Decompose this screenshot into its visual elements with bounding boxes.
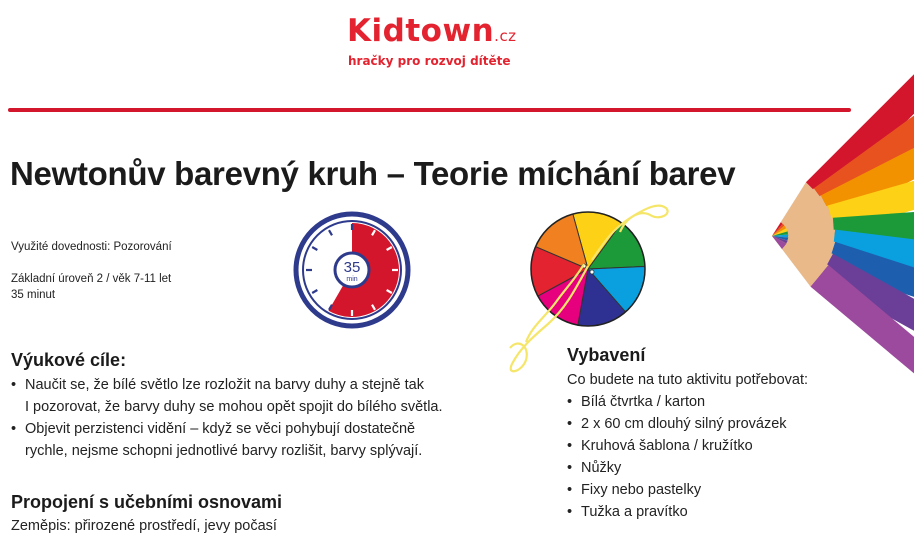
wheel-hole-icon xyxy=(590,270,594,274)
bullet-icon: • xyxy=(11,377,17,393)
bullet-icon: • xyxy=(567,394,573,410)
equipment-item xyxy=(567,457,787,479)
goal-text: Objevit perzistenci vidění – když se věci pohybují dostatečně xyxy=(25,421,416,437)
newton-color-wheel xyxy=(531,212,645,326)
duration-text: 35 minut xyxy=(11,289,56,301)
equipment-item-text: Tužka a pravítko xyxy=(581,504,688,520)
bullet-icon: • xyxy=(11,421,17,437)
level-text: Základní úroveň 2 / věk 7-11 let xyxy=(11,273,172,285)
equipment-item xyxy=(567,413,787,435)
curriculum-heading: Propojení s učebními osnovami xyxy=(11,492,283,512)
bullet-icon: • xyxy=(567,438,573,454)
bullet-icon: • xyxy=(567,504,573,520)
equipment-item-text: Kruhová šablona / kružítko xyxy=(581,438,753,454)
equipment-list xyxy=(567,391,787,523)
logo-name: Kidtown xyxy=(347,13,495,49)
equipment-item xyxy=(567,479,787,501)
goal-item xyxy=(11,374,443,396)
curriculum-text: Zeměpis: přirozené prostředí, jevy počasí xyxy=(11,518,277,534)
goal-text: Naučit se, že bílé světlo lze rozložit na barvy duhy a stejně tak xyxy=(25,377,424,393)
timer-value: 35 xyxy=(343,259,361,276)
goal-item-continued: rychle, nejsme schopni jednotlivé barvy rozlišit, barvy splývají. xyxy=(25,443,423,459)
goal-item xyxy=(11,418,443,440)
equipment-item xyxy=(567,501,787,523)
timer-unit: min xyxy=(346,276,358,283)
equipment-item-text: Fixy nebo pastelky xyxy=(581,482,702,498)
equipment-item xyxy=(567,391,787,413)
equipment-item xyxy=(567,435,787,457)
equipment-item-text: Nůžky xyxy=(581,460,622,476)
logo-tagline: hračky pro rozvoj dítěte xyxy=(348,54,511,68)
bullet-icon: • xyxy=(567,460,573,476)
page-title: Newtonův barevný kruh – Teorie míchání barev xyxy=(10,155,736,192)
goals-list xyxy=(11,374,443,462)
equipment-intro: Co budete na tuto aktivitu potřebovat: xyxy=(567,372,809,388)
goal-item-continued: I pozorovat, že barvy duhy se mohou opět spojit do bílého světla. xyxy=(25,399,443,415)
timer-illustration xyxy=(292,210,412,330)
bullet-icon: • xyxy=(567,416,573,432)
equipment-heading: Vybavení xyxy=(567,345,646,365)
logo-tld: .cz xyxy=(494,27,517,45)
equipment-item-text: 2 x 60 cm dlouhý silný provázek xyxy=(581,416,787,432)
bullet-icon: • xyxy=(567,482,573,498)
goals-heading: Výukové cíle: xyxy=(11,350,127,370)
skills-text: Využité dovednosti: Pozorování xyxy=(11,241,172,253)
equipment-item-text: Bílá čtvrtka / karton xyxy=(581,394,706,410)
